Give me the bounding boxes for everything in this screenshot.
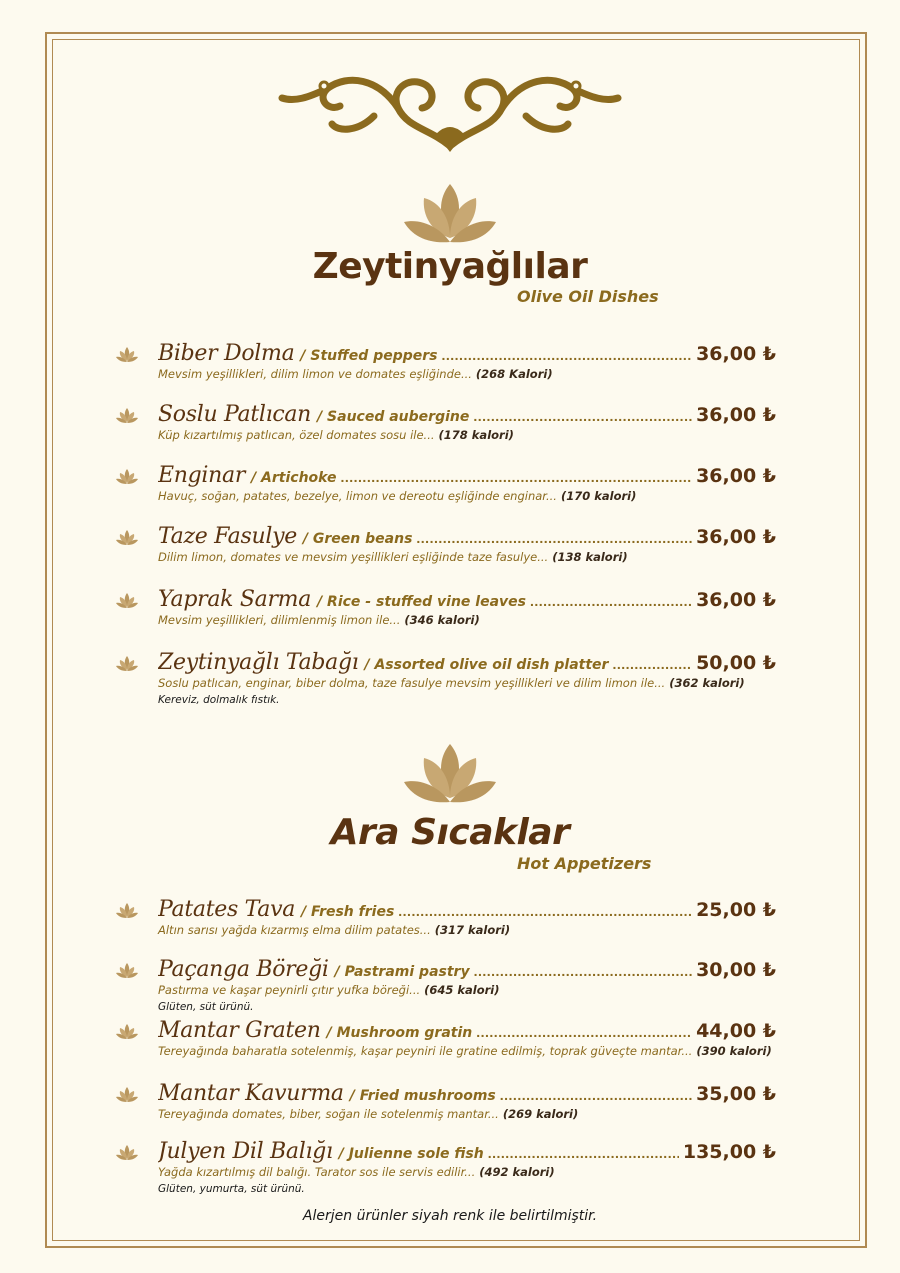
dish-description-text: Soslu patlıcan, enginar, biber dolma, taze fasulye mevsim yeşillikleri ve dilim limon ile... (158, 676, 666, 690)
dish-name: Soslu Patlıcan (158, 402, 312, 427)
lotus-bullet-icon (116, 593, 138, 608)
dish-description-text: Tereyağında domates, biber, soğan ile sotelenmiş mantar... (158, 1107, 499, 1121)
lotus-icon (404, 744, 496, 806)
dish-english-name: / Artichoke (251, 470, 337, 486)
dish-name: Taze Fasulye (158, 524, 297, 549)
dish-allergens: Glüten, süt ürünü. (158, 1001, 254, 1013)
dish-calories: (178 kalori) (438, 428, 514, 442)
dish-description (158, 983, 500, 997)
dish-english-name: / Fresh fries (301, 904, 395, 920)
lotus-bullet-icon (116, 1024, 138, 1039)
dish-calories: (138 kalori) (552, 550, 628, 564)
scroll-ornament-icon (278, 68, 622, 152)
menu-item-line (158, 650, 776, 678)
lotus-bullet-icon (116, 963, 138, 978)
dish-calories: (317 kalori) (434, 923, 511, 937)
dish-price: 36,00 ₺ (696, 589, 776, 611)
dot-leader (442, 347, 693, 363)
dish-allergens: Kereviz, dolmalık fıstık. (158, 694, 280, 706)
dish-price: 44,00 ₺ (696, 1020, 776, 1042)
dish-price: 50,00 ₺ (696, 652, 776, 674)
dish-description-text: Yağda kızartılmış dil balığı. Tarator sos ile servis edilir... (158, 1165, 476, 1179)
dish-price: 25,00 ₺ (696, 899, 776, 921)
dish-english-name: / Pastrami pastry (334, 964, 470, 980)
lotus-bullet-icon (116, 469, 138, 484)
lotus-bullet-icon (116, 1087, 138, 1102)
dish-description (158, 550, 628, 564)
dish-description-text: Mevsim yeşillikleri, dilim limon ve domates eşliğinde... (158, 367, 472, 381)
dot-leader (398, 903, 692, 919)
menu-item-line (158, 1081, 776, 1109)
dish-price: 135,00 ₺ (682, 1141, 776, 1163)
dish-name: Zeytinyağlı Tabağı (158, 650, 359, 675)
dish-description-text: Havuç, soğan, patates, bezelye, limon ve dereotu eşliğinde enginar... (158, 489, 557, 503)
dish-description (158, 676, 745, 690)
dish-calories: (346 kalori) (404, 613, 480, 627)
dish-description (158, 428, 514, 442)
lotus-bullet-icon (116, 656, 138, 671)
dot-leader (474, 963, 692, 979)
menu-item-line (158, 463, 776, 491)
dish-calories: (170 kalori) (560, 489, 637, 503)
lotus-bullet-icon (116, 408, 138, 423)
lotus-bullet-icon (116, 903, 138, 918)
dish-description-text: Mevsim yeşillikleri, dilimlenmiş limon ile... (158, 613, 401, 627)
dish-description (158, 367, 553, 381)
allergen-footer-note: Alerjen ürünler siyah renk ile belirtilmiştir. (302, 1208, 598, 1224)
dish-description (158, 613, 480, 627)
dish-calories: (268 Kalori) (475, 367, 553, 381)
menu-item-line (158, 402, 776, 430)
dish-english-name: / Rice - stuffed vine leaves (317, 594, 526, 610)
menu-item-line (158, 341, 776, 369)
dish-name: Julyen Dil Balığı (158, 1139, 333, 1164)
dish-description-text: Altın sarısı yağda kızarmış elma dilim patates... (158, 923, 431, 937)
dot-leader (476, 1024, 692, 1040)
dot-leader (488, 1145, 679, 1161)
menu-item-line (158, 1018, 776, 1046)
lotus-bullet-icon (116, 1145, 138, 1160)
dot-leader (612, 656, 692, 672)
dish-description-text: Küp kızartılmış patlıcan, özel domates sosu ile... (158, 428, 435, 442)
dish-calories: (390 kalori) (696, 1044, 772, 1058)
menu-item-line (158, 524, 776, 552)
dish-description-text: Dilim limon, domates ve mevsim yeşillikleri eşliğinde taze fasulye... (158, 550, 549, 564)
lotus-bullet-icon (116, 347, 138, 362)
dish-english-name: / Mushroom gratin (326, 1025, 473, 1041)
dish-english-name: / Julienne sole fish (338, 1146, 484, 1162)
dish-price: 30,00 ₺ (696, 959, 776, 981)
dish-price: 35,00 ₺ (696, 1083, 776, 1105)
menu-item-line (158, 957, 776, 985)
dot-leader (500, 1087, 692, 1103)
dish-name: Mantar Graten (158, 1018, 321, 1043)
section-title: Ara Sıcaklar (330, 812, 570, 853)
dish-calories: (362 kalori) (669, 676, 745, 690)
dish-name: Patates Tava (158, 897, 296, 922)
dish-calories: (492 kalori) (479, 1165, 555, 1179)
dish-calories: (269 kalori) (502, 1107, 579, 1121)
section-subtitle: Olive Oil Dishes (517, 287, 659, 306)
dish-name: Paçanga Böreği (158, 957, 329, 982)
dot-leader (340, 469, 692, 485)
lotus-bullet-icon (116, 530, 138, 545)
dish-name: Yaprak Sarma (158, 587, 312, 612)
dish-english-name: / Green beans (302, 531, 413, 547)
section-subtitle: Hot Appetizers (517, 854, 652, 873)
dish-price: 36,00 ₺ (696, 526, 776, 548)
dot-leader (473, 408, 692, 424)
dish-english-name: / Fried mushrooms (349, 1088, 496, 1104)
dish-english-name: / Assorted olive oil dish platter (364, 657, 609, 673)
dish-calories: (645 kalori) (424, 983, 500, 997)
dish-price: 36,00 ₺ (696, 404, 776, 426)
dish-price: 36,00 ₺ (696, 465, 776, 487)
dish-name: Mantar Kavurma (158, 1081, 344, 1106)
dish-description (158, 1107, 578, 1121)
dish-description-text: Pastırma ve kaşar peynirli çıtır yufka böreği... (158, 983, 421, 997)
dish-description (158, 489, 636, 503)
dish-name: Biber Dolma (158, 341, 295, 366)
dish-description (158, 1044, 772, 1058)
menu-item-line (158, 897, 776, 925)
dish-allergens: Glüten, yumurta, süt ürünü. (158, 1183, 305, 1195)
dot-leader (530, 593, 692, 609)
dish-description (158, 1165, 555, 1179)
menu-item-line (158, 587, 776, 615)
dish-english-name: / Stuffed peppers (300, 348, 438, 364)
dish-english-name: / Sauced aubergine (317, 409, 470, 425)
lotus-icon (404, 184, 496, 246)
dish-price: 36,00 ₺ (696, 343, 776, 365)
section-title: Zeytinyağlılar (312, 246, 588, 287)
dish-description (158, 923, 510, 937)
menu-item-line (158, 1139, 776, 1167)
dish-name: Enginar (158, 463, 246, 488)
dish-description-text: Tereyağında baharatla sotelenmiş, kaşar peyniri ile gratine edilmiş, toprak güveçte mantar... (158, 1044, 693, 1058)
dot-leader (416, 530, 692, 546)
